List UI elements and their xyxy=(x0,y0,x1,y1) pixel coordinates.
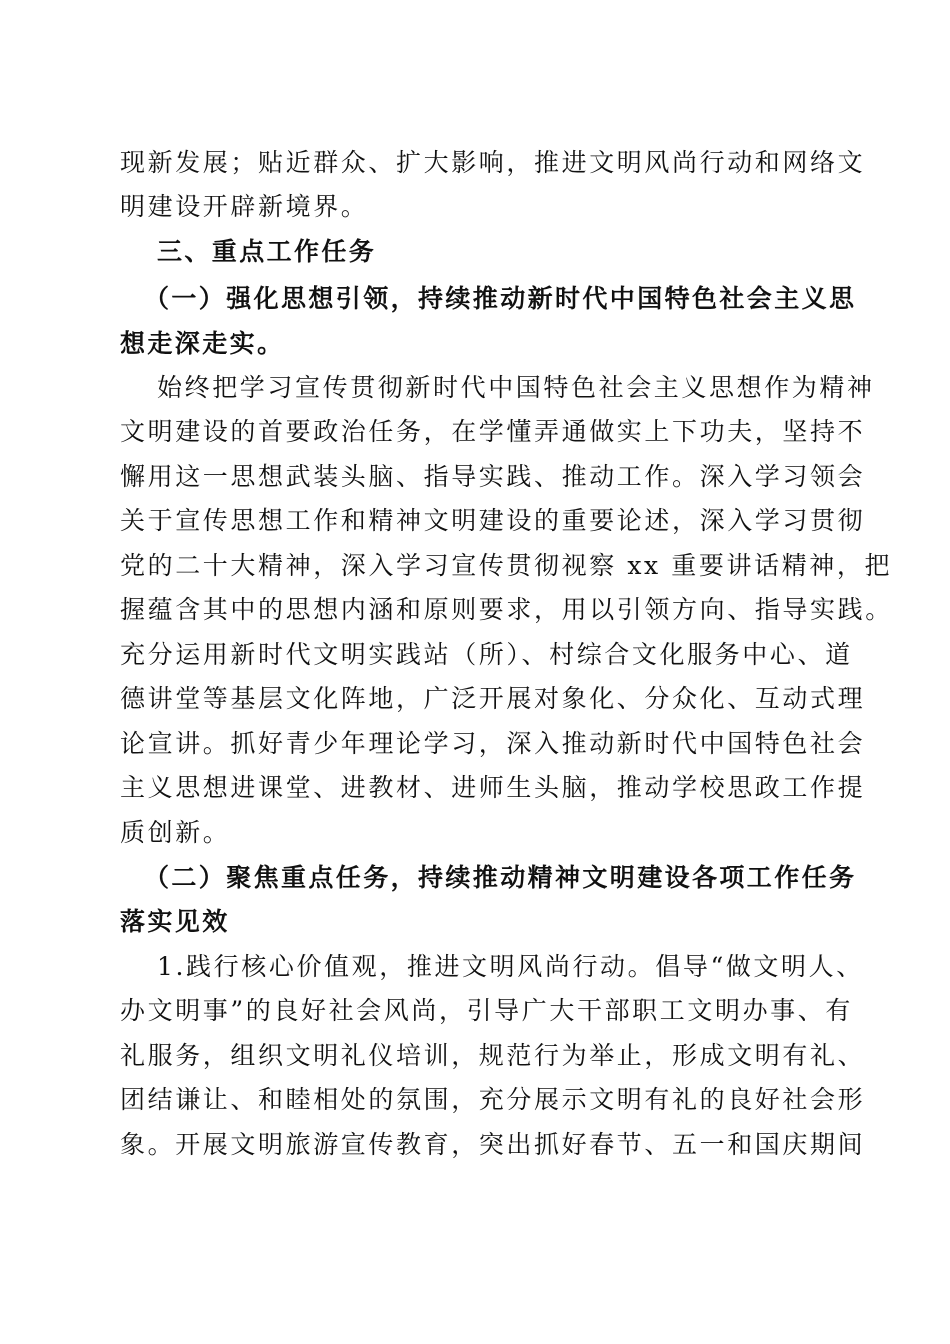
paragraph-line: 象。开展文明旅游宣传教育，突出抓好春节、五一和国庆期间 xyxy=(120,1130,866,1159)
paragraph-line: 德讲堂等基层文化阵地，广泛开展对象化、分众化、互动式理 xyxy=(120,684,866,713)
paragraph-line: 关于宣传思想工作和精神文明建设的重要论述，深入学习贯彻 xyxy=(120,506,866,535)
subsection-heading-continued: 想走深走实。 xyxy=(120,329,285,358)
paragraph-line: 始终把学习宣传贯彻新时代中国特色社会主义思想作为精神 xyxy=(157,373,875,402)
paragraph-line: 团结谦让、和睦相处的氛围，充分展示文明有礼的良好社会形 xyxy=(120,1085,866,1114)
paragraph-line: 办文明事”的良好社会风尚，引导广大干部职工文明办事、有 xyxy=(120,996,853,1025)
paragraph-line: 充分运用新时代文明实践站（所）、村综合文化服务中心、道 xyxy=(120,640,853,669)
subsection-heading: （一）强化思想引领，持续推动新时代中国特色社会主义思 xyxy=(144,284,857,313)
subsection-heading: （二）聚焦重点任务，持续推动精神文明建设各项工作任务 xyxy=(144,863,857,892)
paragraph-line: 文明建设的首要政治任务，在学懂弄通做实上下功夫，坚持不 xyxy=(120,417,866,446)
paragraph-line: 主义思想进课堂、进教材、进师生头脑，推动学校思政工作提 xyxy=(120,773,866,802)
paragraph-line: 礼服务，组织文明礼仪培训，规范行为举止，形成文明有礼、 xyxy=(120,1041,866,1070)
subsection-heading-continued: 落实见效 xyxy=(120,907,230,936)
paragraph-line: 党的二十大精神，深入学习宣传贯彻视察 xx 重要讲话精神，把 xyxy=(120,551,893,580)
section-heading: 三、重点工作任务 xyxy=(157,237,377,266)
paragraph-line: 明建设开辟新境界。 xyxy=(120,192,369,221)
paragraph-line: 懈用这一思想武装头脑、指导实践、推动工作。深入学习领会 xyxy=(120,462,866,491)
paragraph-line: 1.践行核心价值观，推进文明风尚行动。倡导“做文明人、 xyxy=(157,952,864,981)
paragraph-line: 质创新。 xyxy=(120,818,231,847)
paragraph-line: 握蕴含其中的思想内涵和原则要求，用以引领方向、指导实践。 xyxy=(120,595,893,624)
paragraph-line: 现新发展；贴近群众、扩大影响，推进文明风尚行动和网络文 xyxy=(120,148,866,177)
paragraph-line: 论宣讲。抓好青少年理论学习，深入推动新时代中国特色社会 xyxy=(120,729,866,758)
